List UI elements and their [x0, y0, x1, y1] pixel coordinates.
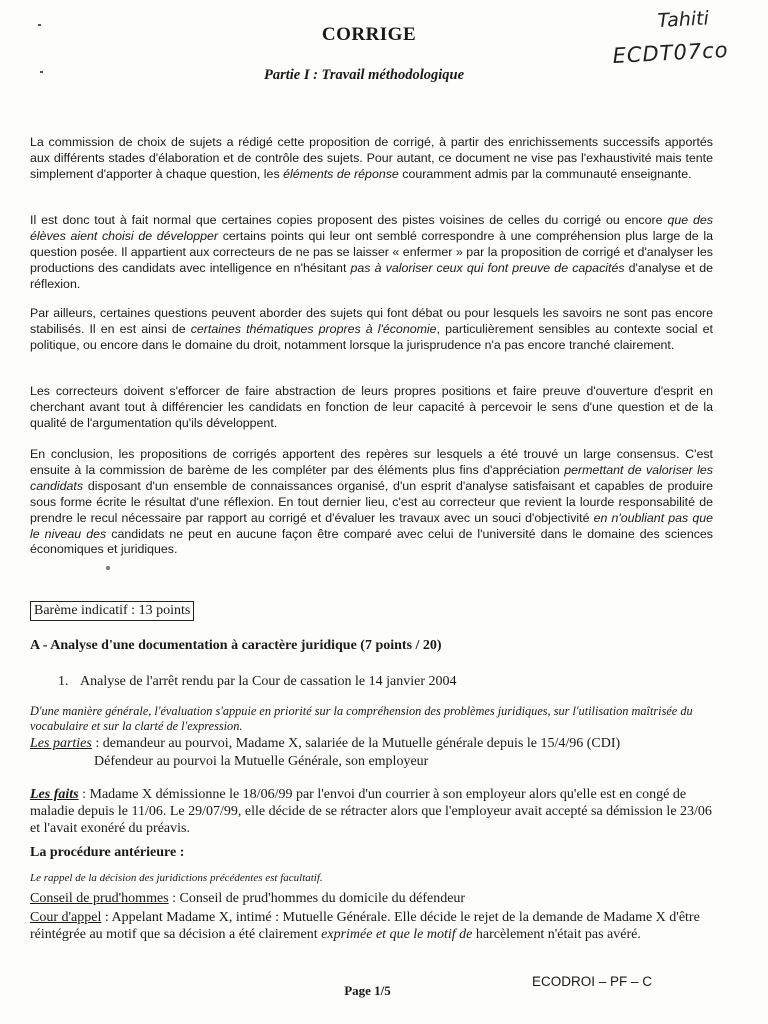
list-item-number: 1. — [58, 674, 69, 689]
page-number: Page 1/5 — [344, 983, 391, 998]
evaluation-note: D'une manière générale, l'évaluation s'appuie en priorité sur la compréhension des problèmes juridiques, sur l'utilisation maîtrisée du vocabulaire et sur la clarté de l'expression. — [30, 704, 693, 733]
document-code: ECODROI – PF – C — [532, 974, 653, 989]
bareme-box: Barème indicatif : 13 points — [30, 601, 194, 621]
list-item-text: Analyse de l'arrêt rendu par la Cour de cassation le 14 janvier 2004 — [80, 674, 457, 689]
intro-paragraph-1: La commission de choix de sujets a rédigé cette proposition de corrigé, à partir des enrichissements successifs apportés aux différents stades d'élaboration et de contrôle des sujets. Pour autant, ce document ne vise pas l'exhaustivité mais tente simplement d'apporter à chaque question, les éléments de réponse couramment admis par la communauté enseignante. — [30, 135, 713, 181]
faits-paragraph: Les faits : Madame X démissionne le 18/06/99 par l'envoi d'un courrier à son employeur alors qu'elle est en congé de maladie depuis le 11/06. Le 29/07/99, elle décide de se rétracter alors que l'employeur avait accepté sa démission le 23/06 et l'avait exonéré du préavis. — [30, 787, 712, 836]
cour-label: Cour d'appel — [30, 910, 102, 925]
page-title: CORRIGE — [321, 24, 417, 45]
conseil-line: Conseil de prud'hommes : Conseil de prud'hommes du domicile du défendeur — [30, 891, 466, 906]
scan-speck — [106, 566, 110, 570]
handwritten-code: ECDT07co — [612, 37, 730, 68]
section-a-heading: A - Analyse d'une documentation à caractère juridique (7 points / 20) — [30, 638, 442, 653]
defendeur-line: Défendeur au pourvoi la Mutuelle Générale, son employeur — [94, 754, 429, 769]
intro-paragraph-5: En conclusion, les propositions de corrigés apportent des repères sur lesquels a été trouvé un large consensus. C'est ensuite à la commission de barème de les compléter par des éléments plus fins d'appréciation permettant de valoriser les candidats disposant d'un ensemble de connaissances organisé, d'un esprit d'analyse satisfaisant et capables de produire sous forme écrite le résultat d'une réflexion. En tout dernier lieu, c'est au correcteur que revient la lourde responsabilité de prendre le recul nécessaire par rapport au corrigé et d'évaluer les travaux avec un souci d'objectivité en n'oubliant pas que le niveau des candidats ne peut en aucune façon être comparé avec celui de l'université dans le domaine des sciences économiques et juridiques. — [30, 447, 714, 557]
conseil-label: Conseil de prud'hommes — [30, 891, 169, 906]
cour-appel-paragraph: Cour d'appel : Appelant Madame X, intimé : Mutuelle Générale. Elle décide le rejet de la demande de Madame X d'être réintégrée au motif que sa décision a été clairement exprimée et que le motif de harcèlement n'était pas avéré. — [30, 910, 700, 942]
faits-label: Les faits — [30, 787, 79, 802]
parties-line: Les parties : demandeur au pourvoi, Madame X, salariée de la Mutuelle générale depuis le 15/4/96 (CDI) — [30, 736, 621, 751]
page-subtitle: Partie I : Travail méthodologique — [263, 67, 465, 83]
procedure-note: Le rappel de la décision des juridictions précédentes est facultatif. — [30, 872, 323, 884]
intro-paragraph-4: Les correcteurs doivent s'efforcer de faire abstraction de leurs propres positions et faire preuve d'ouverture d'esprit en cherchant avant tout à différencier les candidats en fonction de leur capacité à percevoir le sens d'une question et de la qualité de l'argumentation qu'ils développent. — [30, 384, 713, 430]
intro-paragraph-2: Il est donc tout à fait normal que certaines copies proposent des pistes voisines de celles du corrigé ou encore que des élèves aient choisi de développer certains points qui leur ont semblé correspondre à une compréhension plus large de la question posée. Il appartient aux correcteurs de ne pas se laisser « enfermer » par la proposition de corrigé et d'analyser les productions des candidats avec intelligence en n'hésitant pas à valoriser ceux qui font preuve de capacités d'analyse et de réflexion. — [30, 213, 713, 291]
intro-paragraph-3: Par ailleurs, certaines questions peuvent aborder des sujets qui font débat ou pour lesquels les savoirs ne sont pas encore stabilisés. Il en est ainsi de certaines thématiques propres à l'économie, particulièrement sensibles au contexte social et politique, ou encore dans le domaine du droit, notamment lorsque la jurisprudence n'a pas encore tranché clairement. — [30, 306, 713, 352]
procedure-heading: La procédure antérieure : — [30, 845, 185, 860]
parties-label: Les parties — [30, 736, 92, 751]
list-item — [58, 674, 457, 690]
handwritten-note: Tahiti — [657, 7, 710, 32]
